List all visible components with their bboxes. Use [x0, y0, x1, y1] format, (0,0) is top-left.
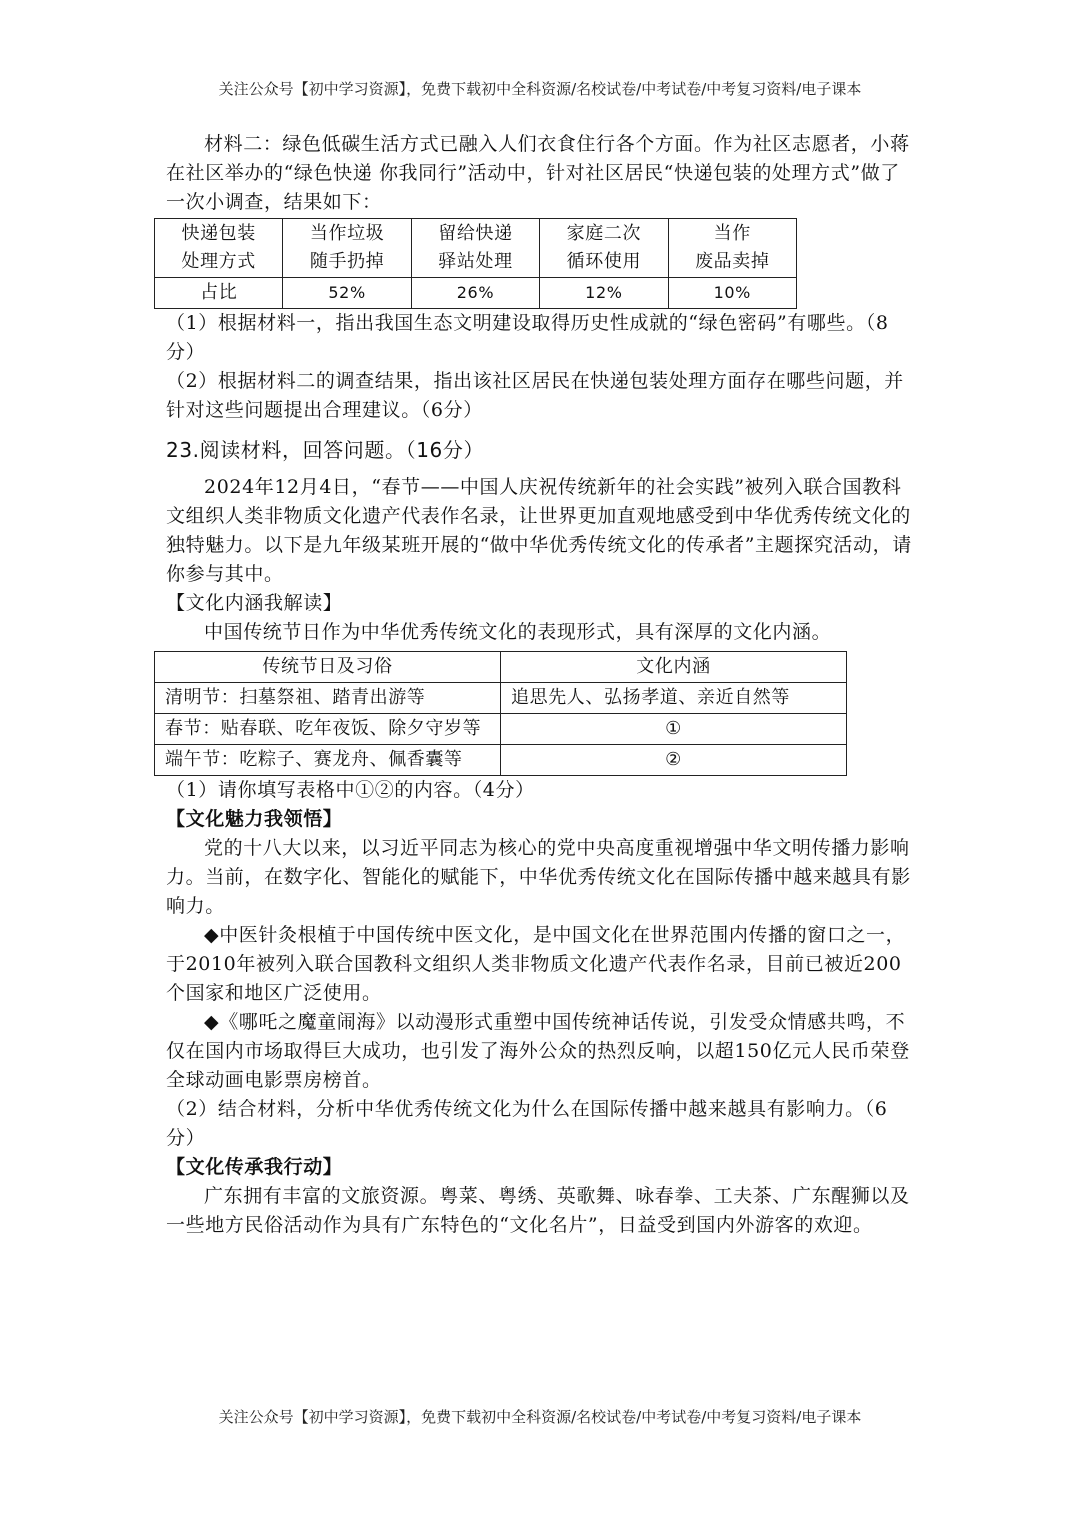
bullet-acupuncture: ◆中医针灸根植于中国传统中医文化，是中国文化在世界范围内传播的窗口之一，于2010年被列入联合国教科文组织人类非物质文化遗产代表作名录，目前已被近200个国家和地区广泛使用。: [166, 924, 906, 1004]
survey-value: 26%: [411, 278, 539, 309]
bullet-nezha: ◆《哪吒之魔童闹海》以动漫形式重塑中国传统神话传说，引发受众情感共鸣，不仅在国内市场取得巨大成功，也引发了海外公众的热烈反响，以超150亿元人民币荣登全球动画电影票房榜首。: [166, 1011, 910, 1091]
survey-header-cell: 快递包装 处理方式: [155, 219, 283, 278]
festival-cell: 春节：贴春联、吃年夜饭、除夕守岁等: [155, 714, 501, 745]
survey-header-row: [155, 219, 797, 278]
section-title-charm: 【文化魅力我领悟】: [166, 808, 343, 830]
connotation-blank-1: ①: [501, 714, 847, 745]
page-footer: 关注公众号【初中学习资源】，免费下载初中全科资源/名校试卷/中考试卷/中考复习资料/电子课本: [218, 1408, 862, 1426]
survey-header-cell: 当作垃圾 随手扔掉: [283, 219, 411, 278]
festival-cell: 端午节：吃粽子、赛龙舟、佩香囊等: [155, 745, 501, 776]
survey-header-cell: 留给快递 驿站处理: [411, 219, 539, 278]
survey-value: 10%: [668, 278, 796, 309]
question-23-intro: 2024年12月4日，“春节——中国人庆祝传统新年的社会实践”被列入联合国教科文组织人类非物质文化遗产代表作名录，让世界更加直观地感受到中华优秀传统文化的独特魅力。以下是九年级某班开展的“做中华优秀传统文化的传承者”主题探究活动，请你参与其中。: [166, 476, 912, 585]
page-header: 关注公众号【初中学习资源】，免费下载初中全科资源/名校试卷/中考试卷/中考复习资料/电子课本: [218, 80, 862, 98]
question-22-2: （2）根据材料二的调查结果，指出该社区居民在快递包装处理方面存在哪些问题，并针对这些问题提出合理建议。（6分）: [166, 370, 904, 421]
question-22-1: （1）根据材料一，指出我国生态文明建设取得历史性成就的“绿色密码”有哪些。（8分）: [166, 312, 889, 363]
question-23-title: 23.阅读材料，回答问题。（16分）: [166, 438, 485, 462]
question-23-2: （2）结合材料，分析中华优秀传统文化为什么在国际传播中越来越具有影响力。（6分）: [166, 1098, 888, 1149]
culture-row: [155, 745, 847, 776]
connotation-blank-2: ②: [501, 745, 847, 776]
survey-value-row: [155, 278, 797, 309]
question-23-1: （1）请你填写表格中①②的内容。（4分）: [166, 779, 535, 801]
culture-row: [155, 683, 847, 714]
section-text-interpret: 中国传统节日作为中华优秀传统文化的表现形式，具有深厚的文化内涵。: [204, 621, 832, 643]
culture-header-cell: 传统节日及习俗: [155, 652, 501, 683]
document-body: [166, 130, 916, 1240]
section-text-action: 广东拥有丰富的文旅资源。粤菜、粤绣、英歌舞、咏春拳、工夫茶、广东醒狮以及一些地方民俗活动作为具有广东特色的“文化名片”，日益受到国内外游客的欢迎。: [166, 1185, 910, 1236]
survey-header-cell: 当作 废品卖掉: [668, 219, 796, 278]
section-text-charm: 党的十八大以来，以习近平同志为核心的党中央高度重视增强中华文明传播力影响力。当前，在数字化、智能化的赋能下，中华优秀传统文化在国际传播中越来越具有影响力。: [166, 837, 911, 917]
survey-header-cell: 家庭二次 循环使用: [540, 219, 668, 278]
culture-header-cell: 文化内涵: [501, 652, 847, 683]
material-two: 材料二：绿色低碳生活方式已融入人们衣食住行各个方面。作为社区志愿者，小蒋在社区举办的“绿色快递 你我同行”活动中，针对社区居民“快递包装的处理方式”做了一次小调查，结果如下：: [166, 133, 910, 213]
survey-value: 12%: [540, 278, 668, 309]
survey-row-label: 占比: [155, 278, 283, 309]
festival-cell: 清明节：扫墓祭祖、踏青出游等: [155, 683, 501, 714]
culture-row: [155, 714, 847, 745]
survey-table: [154, 218, 797, 309]
survey-value: 52%: [283, 278, 411, 309]
section-title-interpret: 【文化内涵我解读】: [166, 592, 343, 614]
culture-header-row: [155, 652, 847, 683]
connotation-cell: 追思先人、弘扬孝道、亲近自然等: [501, 683, 847, 714]
section-title-action: 【文化传承我行动】: [166, 1156, 343, 1178]
culture-table: [154, 651, 847, 776]
